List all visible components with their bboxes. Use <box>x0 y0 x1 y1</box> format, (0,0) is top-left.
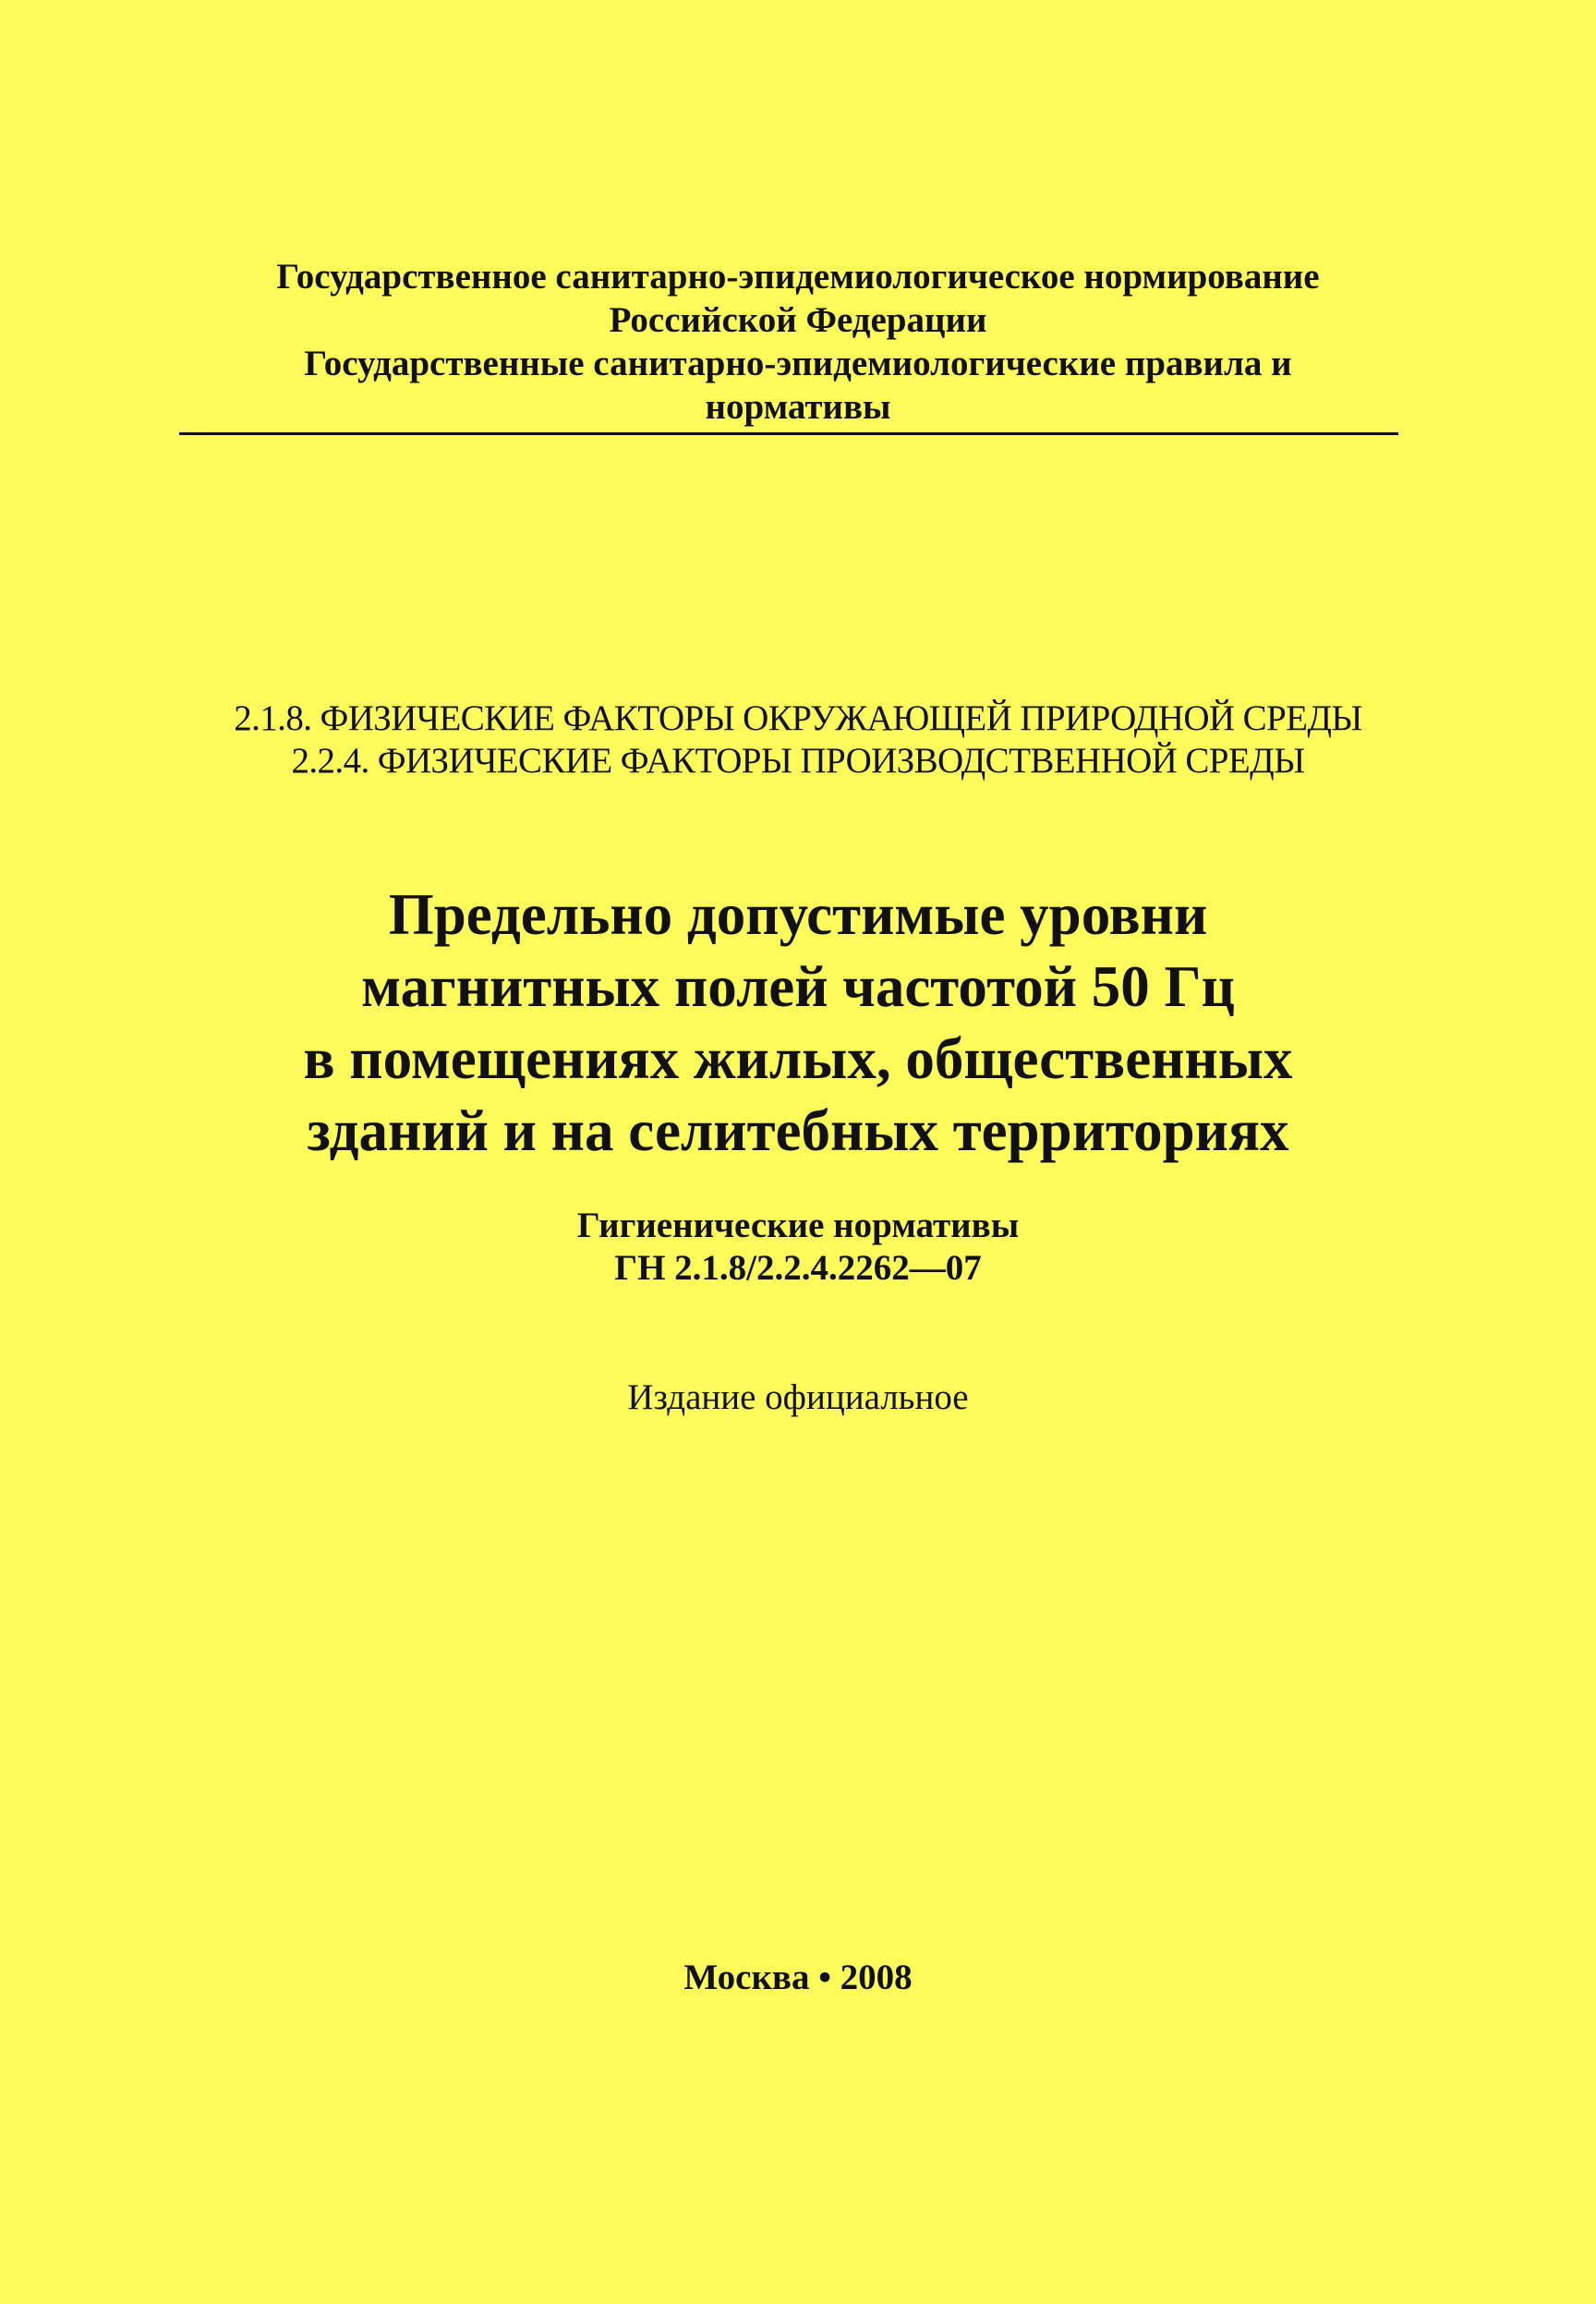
title-line-3: в помещениях жилых, общественных <box>303 1026 1293 1091</box>
edition-note: Издание официальное <box>627 1377 969 1417</box>
section-line-2: 2.2.4. ФИЗИЧЕСКИЕ ФАКТОРЫ ПРОИЗВОДСТВЕННОЙ СРЕДЫ <box>291 741 1305 781</box>
header-line-2: Российской Федерации <box>609 300 987 340</box>
document-type <box>0 1205 1596 1290</box>
title-line-4: зданий и на селитебных территориях <box>307 1098 1289 1163</box>
section-line-1: 2.1.8. ФИЗИЧЕСКИЕ ФАКТОРЫ ОКРУЖАЮЩЕЙ ПРИРОДНОЙ СРЕДЫ <box>234 698 1362 738</box>
header-line-4: нормативы <box>705 387 891 427</box>
header-line-3: Государственные санитарно-эпидемиологические правила и <box>304 344 1292 383</box>
header-divider <box>179 432 1398 435</box>
title-line-2: магнитных полей частотой 50 Гц <box>361 954 1235 1019</box>
section-headings <box>0 697 1596 782</box>
document-code: ГН 2.1.8/2.2.4.2262—07 <box>614 1248 982 1288</box>
document-title <box>0 879 1596 1167</box>
header-line-1: Государственное санитарно-эпидемиологическое нормирование <box>276 257 1320 297</box>
title-line-1: Предельно допустимые уровни <box>388 882 1208 947</box>
issuer-header <box>0 255 1596 429</box>
publication-imprint: Москва • 2008 <box>683 1958 913 1997</box>
document-kind: Гигиенические нормативы <box>576 1206 1020 1245</box>
